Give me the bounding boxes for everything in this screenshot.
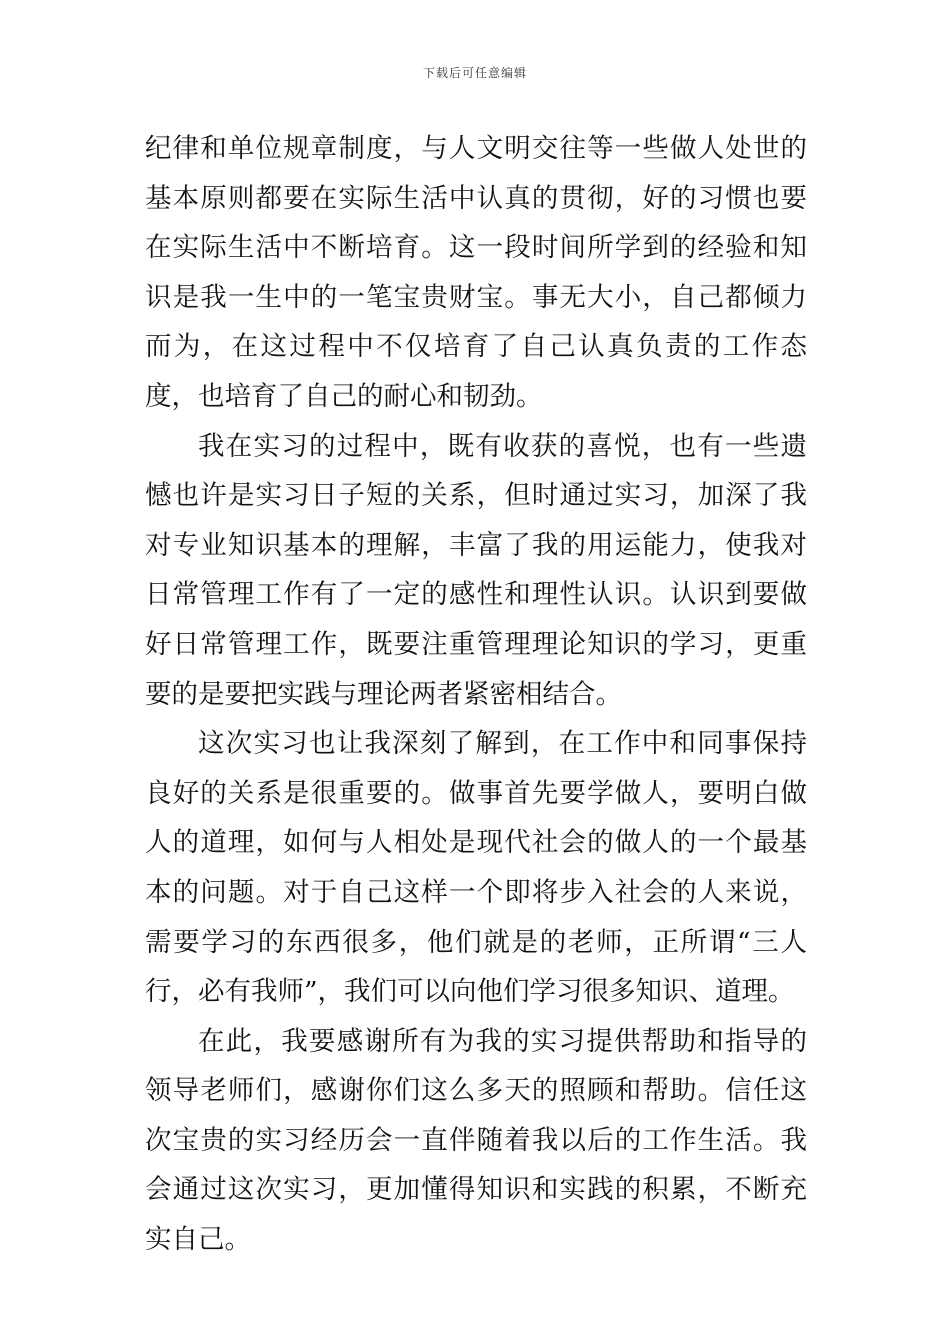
page-header: 下载后可任意编辑 xyxy=(422,66,527,80)
paragraph-discipline: 纪律和单位规章制度，与人文明交往等一些做人处世的基本原则都要在实际生活中认真的贯彻，好的习惯也要在实际生活中不断培育。这一段时间所学到的经验和知识是我一生中的一笔宝贵财宝。事无大小，自己都倾力而为，在这过程中不仅培育了自己认真负责的工作态度，也培育了自己的耐心和韧劲。 xyxy=(145,133,807,412)
paragraph-colleague-relations: 这次实习也让我深刻了解到，在工作中和同事保持良好的关系是很重要的。做事首先要学做人，要明白做人的道理，如何与人相处是现代社会的做人的一个最基本的问题。对于自己这样一个即将步入社会的人来说，需要学习的东西很多，他们就是的老师，正所谓“三人行，必有我师”，我们可以向他们学习很多知识、道理。 xyxy=(145,728,807,1008)
paragraph-internship-reflection: 我在实习的过程中，既有收获的喜悦，也有一些遗憾也许是实习日子短的关系，但时通过实习，加深了我对专业知识基本的理解，丰富了我的用运能力，使我对日常管理工作有了一定的感性和理性认识。认识到要做好日常管理工作，既要注重管理理论知识的学习，更重要的是要把实践与理论两者紧密相结合。 xyxy=(145,430,807,710)
paragraph-acknowledgement: 在此，我要感谢所有为我的实习提供帮助和指导的领导老师们，感谢你们这么多天的照顾和帮助。信任这次宝贵的实习经历会一直伴随着我以后的工作生活。我会通过这次实习，更加懂得知识和实践的积累，不断充实自己。 xyxy=(145,1025,807,1256)
document-body xyxy=(145,124,807,1265)
